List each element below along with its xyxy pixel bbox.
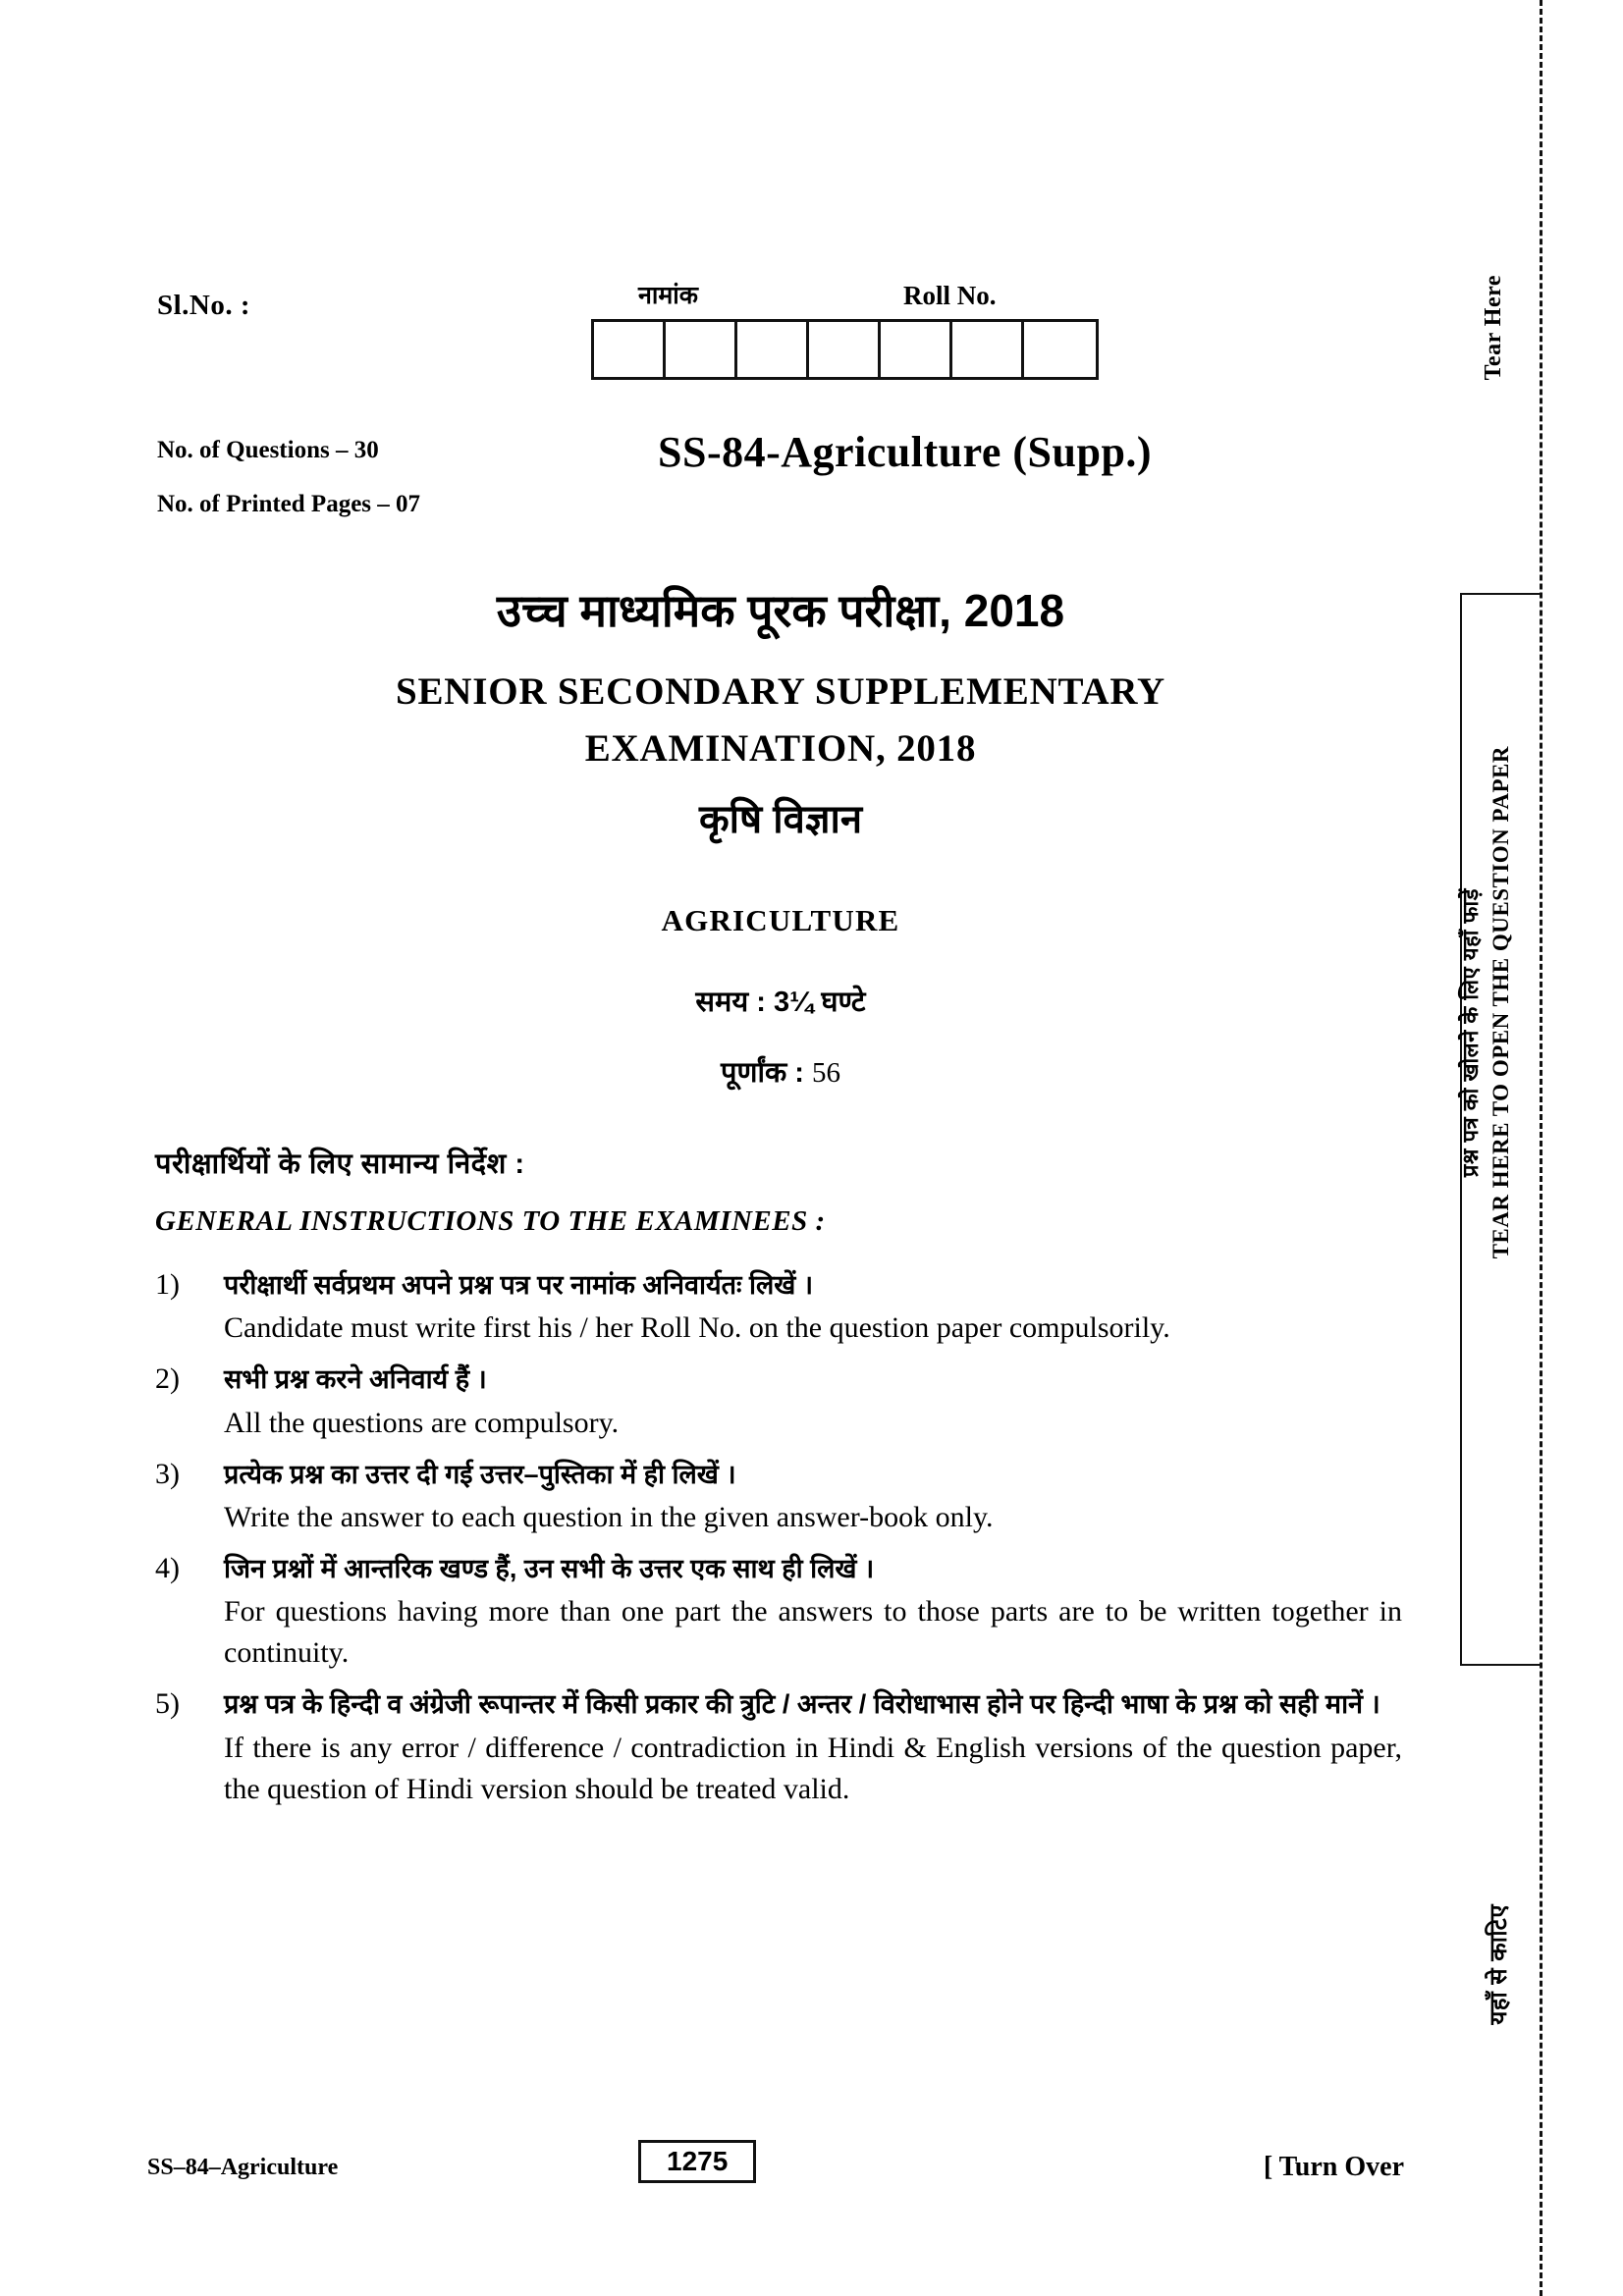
roll-number-cell[interactable]	[1024, 322, 1096, 377]
turn-over-label: [ Turn Over	[1263, 2152, 1404, 2182]
instruction-item	[155, 1685, 1402, 1819]
instructions-heading-hindi: परीक्षार्थियों के लिए सामान्य निर्देश :	[155, 1148, 525, 1180]
roll-number-cell[interactable]	[881, 322, 952, 377]
roll-number-label-hindi: नामांक	[638, 282, 698, 309]
instruction-item	[155, 1361, 1402, 1453]
instruction-item	[155, 1456, 1402, 1548]
instruction-body	[224, 1266, 1402, 1359]
maximum-marks	[147, 1052, 1414, 1091]
instruction-number: 3)	[155, 1457, 180, 1490]
subject-name-english: AGRICULTURE	[661, 903, 900, 937]
instructions-heading-english: GENERAL INSTRUCTIONS TO THE EXAMINEES :	[155, 1205, 826, 1237]
instruction-text-english: All the questions are compulsory.	[224, 1406, 620, 1439]
exam-title-english-line1: SENIOR SECONDARY SUPPLEMENTARY	[395, 670, 1165, 713]
serial-number-label: Sl.No. :	[157, 290, 251, 321]
instruction-text-english: Write the answer to each question in the given answer-book only.	[224, 1500, 994, 1533]
instruction-text-hindi: जिन प्रश्नों में आन्तरिक खण्ड हैं, उन सभी के उत्तर एक साथ ही लिखें ।	[224, 1553, 875, 1583]
instruction-text-hindi: प्रत्येक प्रश्न का उत्तर दी गई उत्तर–पुस्तिका में ही लिखें ।	[224, 1459, 736, 1489]
tear-open-instruction-hindi: प्रश्न पत्र को खोलने के लिए यहाँ फाड़ें	[1458, 888, 1483, 1178]
time-value: 3¼ घण्टे	[773, 987, 866, 1018]
roll-number-cell[interactable]	[594, 322, 666, 377]
roll-number-cell[interactable]	[809, 322, 881, 377]
subject-name-hindi: कृषि विज्ञान	[698, 798, 863, 841]
instruction-text-english: For questions having more than one part the answers to those parts are to be written together in continuity.	[224, 1595, 1402, 1670]
instruction-text-english: Candidate must write first his / her Roll No. on the question paper compulsorily.	[224, 1311, 1170, 1345]
instruction-text-english: If there is any error / difference / contradiction in Hindi & English versions of the question paper, the question of Hindi version should be treated valid.	[224, 1731, 1402, 1805]
roll-number-grid[interactable]	[591, 319, 1099, 380]
instruction-body	[224, 1685, 1402, 1819]
marks-label: पूर्णांक :	[721, 1057, 804, 1089]
instruction-number: 4)	[155, 1551, 180, 1584]
instruction-body	[224, 1550, 1402, 1683]
instruction-number: 5)	[155, 1687, 180, 1721]
instruction-item	[155, 1550, 1402, 1683]
roll-number-cell[interactable]	[952, 322, 1024, 377]
instruction-number: 2)	[155, 1362, 180, 1396]
instruction-number: 1)	[155, 1268, 180, 1301]
tear-open-instruction-english: TEAR HERE TO OPEN THE QUESTION PAPER	[1488, 746, 1513, 1259]
instruction-text-hindi: परीक्षार्थी सर्वप्रथम अपने प्रश्न पत्र पर नामांक अनिवार्यतः लिखें ।	[224, 1270, 814, 1300]
instruction-text-hindi: प्रश्न पत्र के हिन्दी व अंग्रेजी रूपान्तर में किसी प्रकार की त्रुटि / अन्तर / विरोधाभास होने पर हिन्दी भाषा के प्रश्न को सही मानें ।	[224, 1689, 1380, 1720]
exam-title-hindi: उच्च माध्यमिक पूरक परीक्षा, 2018	[496, 585, 1065, 636]
marks-value: 56	[812, 1057, 840, 1089]
time-label: समय :	[695, 987, 766, 1018]
tear-here-label: Tear Here	[1481, 275, 1506, 381]
page-content	[147, 0, 1414, 2296]
number-of-printed-pages: No. of Printed Pages – 07	[157, 491, 421, 517]
roll-number-cell[interactable]	[666, 322, 737, 377]
paper-code-title: SS-84-Agriculture (Supp.)	[658, 428, 1153, 476]
instruction-item	[155, 1266, 1402, 1359]
time-allowed	[147, 982, 1414, 1020]
cut-here-label-hindi: यहाँ से काटिए	[1486, 1904, 1512, 2025]
instructions-list	[155, 1266, 1402, 1822]
page-code-box: 1275	[638, 2140, 756, 2183]
number-of-questions: No. of Questions – 30	[157, 437, 379, 463]
instruction-body	[224, 1361, 1402, 1453]
instruction-body	[224, 1456, 1402, 1548]
footer-paper-code: SS–84–Agriculture	[147, 2155, 339, 2180]
roll-number-cell[interactable]	[737, 322, 809, 377]
instruction-text-hindi: सभी प्रश्न करने अनिवार्य हैं ।	[224, 1364, 487, 1395]
exam-title-english-line2: EXAMINATION, 2018	[584, 727, 977, 770]
roll-number-label-english: Roll No.	[903, 281, 997, 310]
